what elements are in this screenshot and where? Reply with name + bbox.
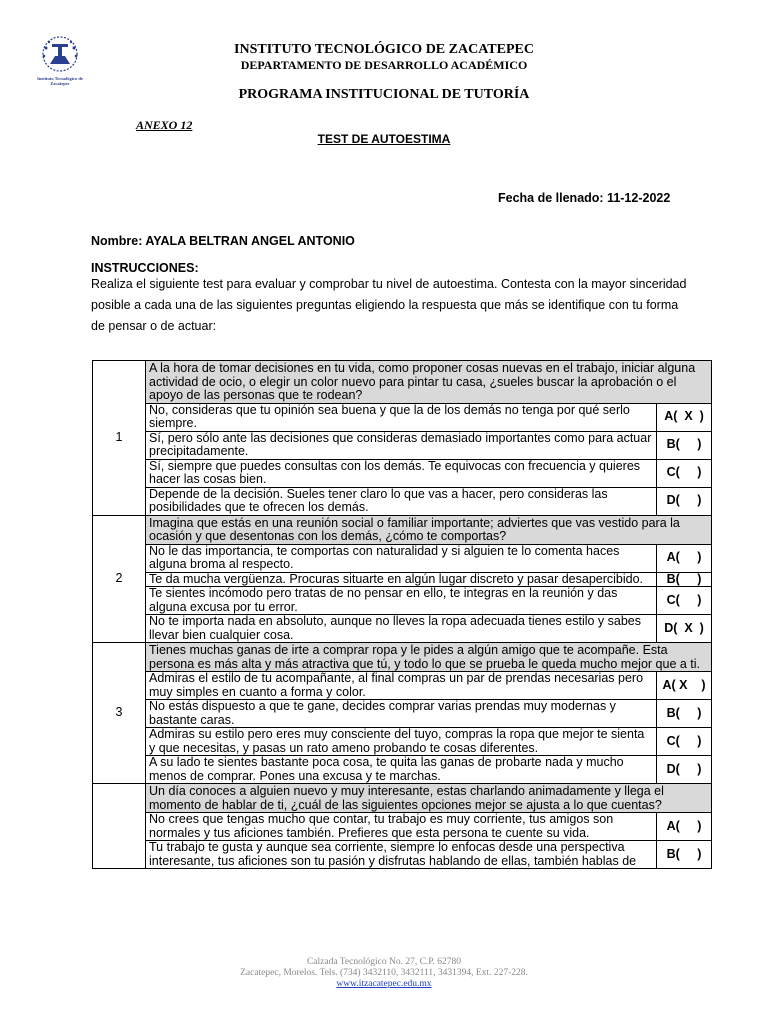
footer xyxy=(0,957,768,990)
fill-date: Fecha de llenado: 11-12-2022 xyxy=(498,191,671,205)
answer-option-text: Sí, siempre que puedes consultas con los demás. Te equivocas con frecuencia y quieres hacer las cosas bien. xyxy=(146,459,657,487)
answer-option-text: Tu trabajo te gusta y aunque sea corriente, siempre lo enfocas desde una perspectiva interesante, tus aficiones son tu pasión y disfrutas hablando de ellas, también hablas de xyxy=(146,841,657,869)
answer-choice-mark[interactable]: C( ) xyxy=(657,728,712,756)
answer-choice-mark[interactable]: D( ) xyxy=(657,756,712,784)
answer-option-row[interactable] xyxy=(93,728,712,756)
answer-option-row[interactable] xyxy=(93,615,712,643)
answer-option-text: Admiras el estilo de tu acompañante, al final compras un par de prendas necesarias pero muy simples en cuanto a forma y color. xyxy=(146,672,657,700)
answer-choice-mark[interactable]: A( X ) xyxy=(657,403,712,431)
answer-option-row[interactable] xyxy=(93,459,712,487)
self-esteem-test-table xyxy=(92,360,712,869)
question-row xyxy=(93,643,712,672)
question-text: Imagina que estás en una reunión social o familiar importante; adviertes que vas vestido para la ocasión y que desentonas con los demás, ¿cómo te comportas? xyxy=(146,515,712,544)
question-number xyxy=(93,784,146,869)
answer-option-text: Depende de la decisión. Sueles tener claro lo que vas a hacer, pero consideras las posibilidades que te ofrecen los demás. xyxy=(146,487,657,515)
instructions-text: Realiza el siguiente test para evaluar y comprobar tu nivel de autoestima. Contesta con la mayor sinceridad posible a cada una de las siguientes preguntas eligiendo la respuesta que más se identifique con tu forma de pensar o de actuar: xyxy=(91,277,687,333)
answer-choice-mark[interactable]: B( ) xyxy=(657,572,712,587)
logo-caption: Instituto Tecnológico de Zacatepec xyxy=(37,76,83,86)
footer-phones: Zacatepec, Morelos. Tels. (734) 3432110, 3432111, 3431394, Ext. 227-228. xyxy=(240,968,528,978)
answer-choice-mark[interactable]: A( ) xyxy=(657,544,712,572)
test-title: TEST DE AUTOESTIMA xyxy=(317,132,451,146)
answer-choice-mark[interactable]: A( ) xyxy=(657,813,712,841)
question-text: Tienes muchas ganas de irte a comprar ropa y le pides a algún amigo que te acompañe. Esta persona es más alta y más atractiva que tú, y todo lo que se prueba le queda mucho mejor que a ti. xyxy=(146,643,712,672)
answer-option-row[interactable] xyxy=(93,487,712,515)
footer-address: Calzada Tecnológico No. 27, C.P. 62780 xyxy=(306,957,462,967)
answer-option-text: A su lado te sientes bastante poca cosa, te quita las ganas de probarte nada y mucho menos de comprar. Pones una excusa y te marchas. xyxy=(146,756,657,784)
question-number: 2 xyxy=(93,515,146,643)
question-text: A la hora de tomar decisiones en tu vida, como proponer cosas nuevas en el trabajo, iniciar alguna actividad de ocio, o elegir un color nuevo para pintar tu casa, ¿sueles buscar la aprobación o el apoyo de las personas que te rodean? xyxy=(146,361,712,404)
answer-option-row[interactable] xyxy=(93,813,712,841)
instructions-title: INSTRUCCIONES: xyxy=(91,261,199,275)
student-name: Nombre: AYALA BELTRAN ANGEL ANTONIO xyxy=(91,234,355,248)
answer-choice-mark[interactable]: A( X ) xyxy=(657,672,712,700)
question-text: Un día conoces a alguien nuevo y muy interesante, estas charlando animadamente y llega el momento de hablar de ti, ¿cuál de las siguientes opciones mejor se ajusta a lo que cuentas? xyxy=(146,784,712,813)
answer-choice-mark[interactable]: D( ) xyxy=(657,487,712,515)
footer-website-link[interactable]: www.itzacatepec.edu.mx xyxy=(336,979,432,989)
answer-option-text: Admiras su estilo pero eres muy consciente del tuyo, compras la ropa que mejor te sienta y que necesitas, y pasas un rato ameno probando te cosas diferentes. xyxy=(146,728,657,756)
answer-option-text: No, consideras que tu opinión sea buena y que la de los demás no tenga por qué serlo siempre. xyxy=(146,403,657,431)
institute-name: INSTITUTO TECNOLÓGICO DE ZACATEPEC xyxy=(234,42,534,57)
answer-option-row[interactable] xyxy=(93,572,712,587)
answer-choice-mark[interactable]: C( ) xyxy=(657,587,712,615)
question-number: 3 xyxy=(93,643,146,784)
answer-choice-mark[interactable]: D( X ) xyxy=(657,615,712,643)
question-row xyxy=(93,784,712,813)
answer-choice-mark[interactable]: B( ) xyxy=(657,700,712,728)
answer-option-text: No estás dispuesto a que te gane, decides comprar varias prendas muy modernas y bastante caras. xyxy=(146,700,657,728)
answer-option-text: Te sientes incómodo pero tratas de no pensar en ello, te integras en la reunión y das alguna excusa por tu error. xyxy=(146,587,657,615)
answer-option-text: No te importa nada en absoluto, aunque no lleves la ropa adecuada tienes estilo y sabes llevar bien cualquier cosa. xyxy=(146,615,657,643)
department-name: DEPARTAMENTO DE DESARROLLO ACADÉMICO xyxy=(240,58,528,72)
annex-label: ANEXO 12 xyxy=(136,118,193,132)
question-number: 1 xyxy=(93,361,146,516)
answer-choice-mark[interactable]: B( ) xyxy=(657,431,712,459)
answer-option-row[interactable] xyxy=(93,431,712,459)
answer-option-row[interactable] xyxy=(93,756,712,784)
question-row xyxy=(93,515,712,544)
answer-option-row[interactable] xyxy=(93,672,712,700)
answer-option-row[interactable] xyxy=(93,587,712,615)
answer-choice-mark[interactable]: C( ) xyxy=(657,459,712,487)
answer-option-row[interactable] xyxy=(93,700,712,728)
answer-option-text: No crees que tengas mucho que contar, tu trabajo es muy corriente, tus amigos son normales y tus aficiones también. Prefieres que esta persona te cuente su vida. xyxy=(146,813,657,841)
answer-option-row[interactable] xyxy=(93,403,712,431)
answer-option-text: Sí, pero sólo ante las decisiones que consideras demasiado importantes como para actuar precipitadamente. xyxy=(146,431,657,459)
answer-option-text: No le das importancia, te comportas con naturalidad y si alguien te lo comenta haces alguna broma al respecto. xyxy=(146,544,657,572)
answer-choice-mark[interactable]: B( ) xyxy=(657,841,712,869)
program-title: PROGRAMA INSTITUCIONAL DE TUTORÍA xyxy=(238,87,530,102)
question-row xyxy=(93,361,712,404)
answer-option-row[interactable] xyxy=(93,544,712,572)
answer-option-text: Te da mucha vergüenza. Procuras situarte en algún lugar discreto y pasar desapercibido. xyxy=(146,572,657,587)
answer-option-row[interactable] xyxy=(93,841,712,869)
